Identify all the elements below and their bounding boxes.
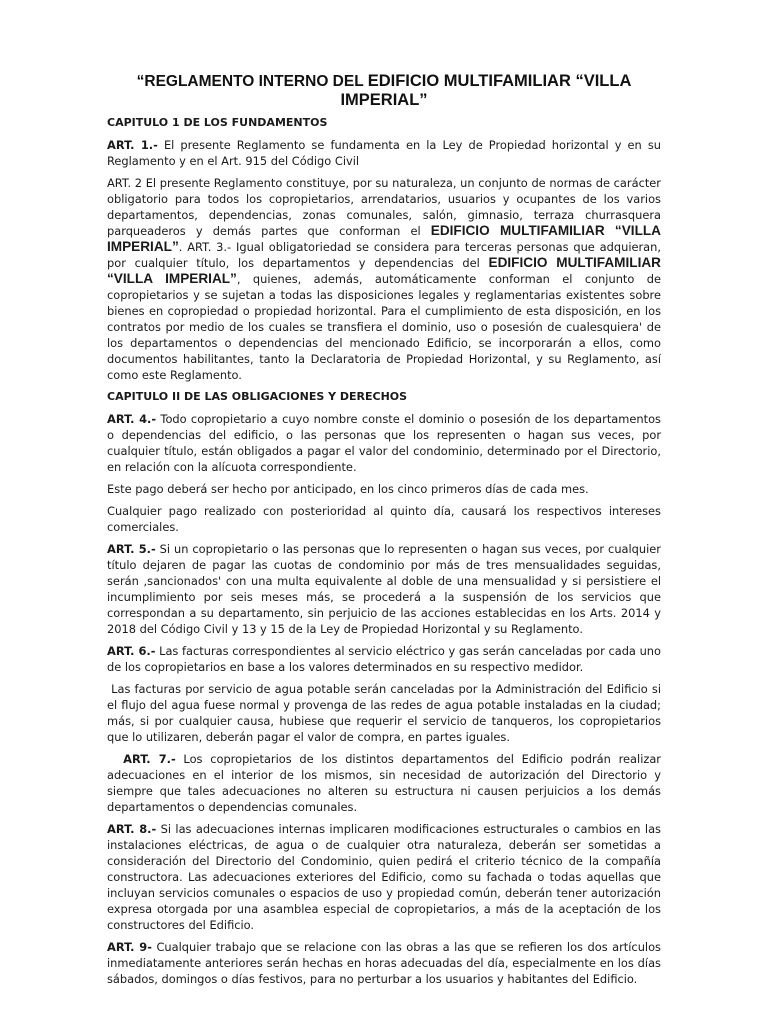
title-part2: EDIFICIO MULTIFAMILIAR “VILLA IMPERIAL”	[340, 72, 632, 109]
article-5-text: Si un copropietario o las personas que lo representen o hagan sus veces, por cualquier título dejaren de pagar las cuotas de condominio por más de tres mensualidades seguidas, serán ,sancionados' con una multa equivalente al doble de una mensualidad y si persistiere el incumplimiento por seis meses más, se procederá a la suspensión de los servicios que correspondan a su departamento, sin perjuicio de las acciones establecidas en los Arts. 2014 y 2018 del Código Civil y 13 y 15 de la Ley de Propiedad Horizontal y su Reglamento.	[107, 542, 661, 636]
article-4-text: Todo copropietario a cuyo nombre conste el dominio o posesión de los departamentos o dependencias del edificio, o las personas que los representen o hagan sus veces, por cualquier título, están obligados a pagar el valor del condominio, determinado por el Directorio, en relación con la alícuota correspondiente.	[107, 412, 661, 474]
article-6	[107, 643, 661, 675]
article-8	[107, 821, 661, 933]
chapter-2-heading: CAPITULO II DE LAS OBLIGACIONES Y DERECHOS	[107, 390, 408, 403]
article-4	[107, 411, 661, 475]
article-7	[107, 751, 661, 815]
article-9	[107, 939, 661, 987]
article-7-label: ART. 7.-	[107, 752, 176, 766]
article-9-text: Cualquier trabajo que se relacione con las obras a las que se refieren los dos artículos inmediatamente anteriores serán hechas en horas adecuadas del día, especialmente en los días sábados, domingos o días festivos, para no perturbar a los usuarios y habitantes del Edificio.	[107, 940, 661, 986]
article-6-label: ART. 6.-	[107, 644, 156, 658]
article-6-text: Las facturas correspondientes al servicio eléctrico y gas serán canceladas por cada uno de los copropietarios en base a los valores determinados en su respectivo medidor.	[107, 644, 661, 674]
late-payment-paragraph: Cualquier pago realizado con posterioridad al quinto día, causará los respectivos intereses comerciales.	[107, 504, 661, 534]
chapter-1-heading: CAPITULO 1 DE LOS FUNDAMENTOS	[107, 116, 328, 129]
article-2-text-c: , quienes, además, automáticamente conforman el conjunto de copropietarios y se sujetan a todas las disposiciones legales y reglamentarias existentes sobre bienes en copropiedad o propiedad horizontal. Para el cumplimiento de esta disposición, en los contratos por medio de los cuales se transfiera el dominio, uso o posesión de cualesquiera' de los departamentos o dependencias del mencionado Edificio, se incorporarán a ellos, como documentos habilitantes, tanto la Declaratoria de Propiedad Horizontal, y su Reglamento, así como este Reglamento.	[107, 272, 661, 382]
article-2	[107, 175, 661, 383]
article-8-text: Si las adecuaciones internas implicaren modificaciones estructurales o cambios en las instalaciones eléctricas, de agua o de cualquier otra naturaleza, deberán ser sometidas a consideración del Directorio del Condominio, quien pedirá el criterio técnico de la compañía constructora. Las adecuaciones exteriores del Edificio, como su fachada o todas aquellas que incluyan servicios comunales o espacios de uso y propiedad común, deberán tener autorización expresa otorgada por una asamblea especial de copropietarios, a más de la aceptación de los constructores del Edificio.	[107, 822, 661, 932]
article-5	[107, 541, 661, 637]
water-paragraph: Las facturas por servicio de agua potable serán canceladas por la Administración del Edificio si el flujo del agua fuese normal y provenga de las redes de agua potable instaladas en la ciudad; más, si por cualquier causa, hubiese que requerir el servicio de tanqueros, los copropietarios que lo utilizaren, deberán pagar el valor de compra, en partes iguales.	[107, 682, 665, 744]
article-9-label: ART. 9-	[107, 940, 152, 954]
article-8-label: ART. 8.-	[107, 822, 157, 836]
article-1	[107, 137, 661, 169]
article-1-text: El presente Reglamento se fundamenta en la Ley de Propiedad horizontal y en su Reglamento y en el Art. 915 del Código Civil	[107, 138, 661, 168]
title-part1: “REGLAMENTO INTERNO DEL	[136, 73, 368, 90]
article-1-label: ART. 1.-	[107, 138, 158, 152]
article-2-bold-b: EDIFICIO MULTIFAMILIAR “VILLA IMPERIAL”	[107, 255, 661, 286]
document-body	[107, 115, 665, 993]
article-2-text-b: . ART. 3.- Igual obligatoriedad se considera para terceras personas que adquieran, por cualquier título, los departamentos y dependencias del	[107, 240, 661, 270]
article-5-label: ART. 5.-	[107, 542, 156, 556]
document-title	[100, 72, 668, 110]
payment-paragraph: Este pago deberá ser hecho por anticipado, en los cinco primeros días de cada mes.	[107, 482, 589, 496]
article-7-text: Los copropietarios de los distintos departamentos del Edificio podrán realizar adecuaciones en el interior de los mismos, sin necesidad de autorización del Directorio y siempre que tales adecuaciones no alteren su estructura ni causen perjuicios a los demás departamentos o dependencias comunales.	[107, 752, 661, 814]
article-2-bold-a: EDIFICIO MULTIFAMILIAR “VILLA IMPERIAL”	[107, 223, 661, 254]
article-2-text-a: ART. 2 El presente Reglamento constituye, por su naturaleza, un conjunto de normas de carácter obligatorio para todos los copropietarios, arrendatarios, usuarios y ocupantes de los varios departamentos, dependencias, zonas comunales, salón, gimnasio, terraza churrasquera parqueaderos y demás partes que conforman el	[107, 176, 661, 238]
article-4-label: ART. 4.-	[107, 412, 157, 426]
